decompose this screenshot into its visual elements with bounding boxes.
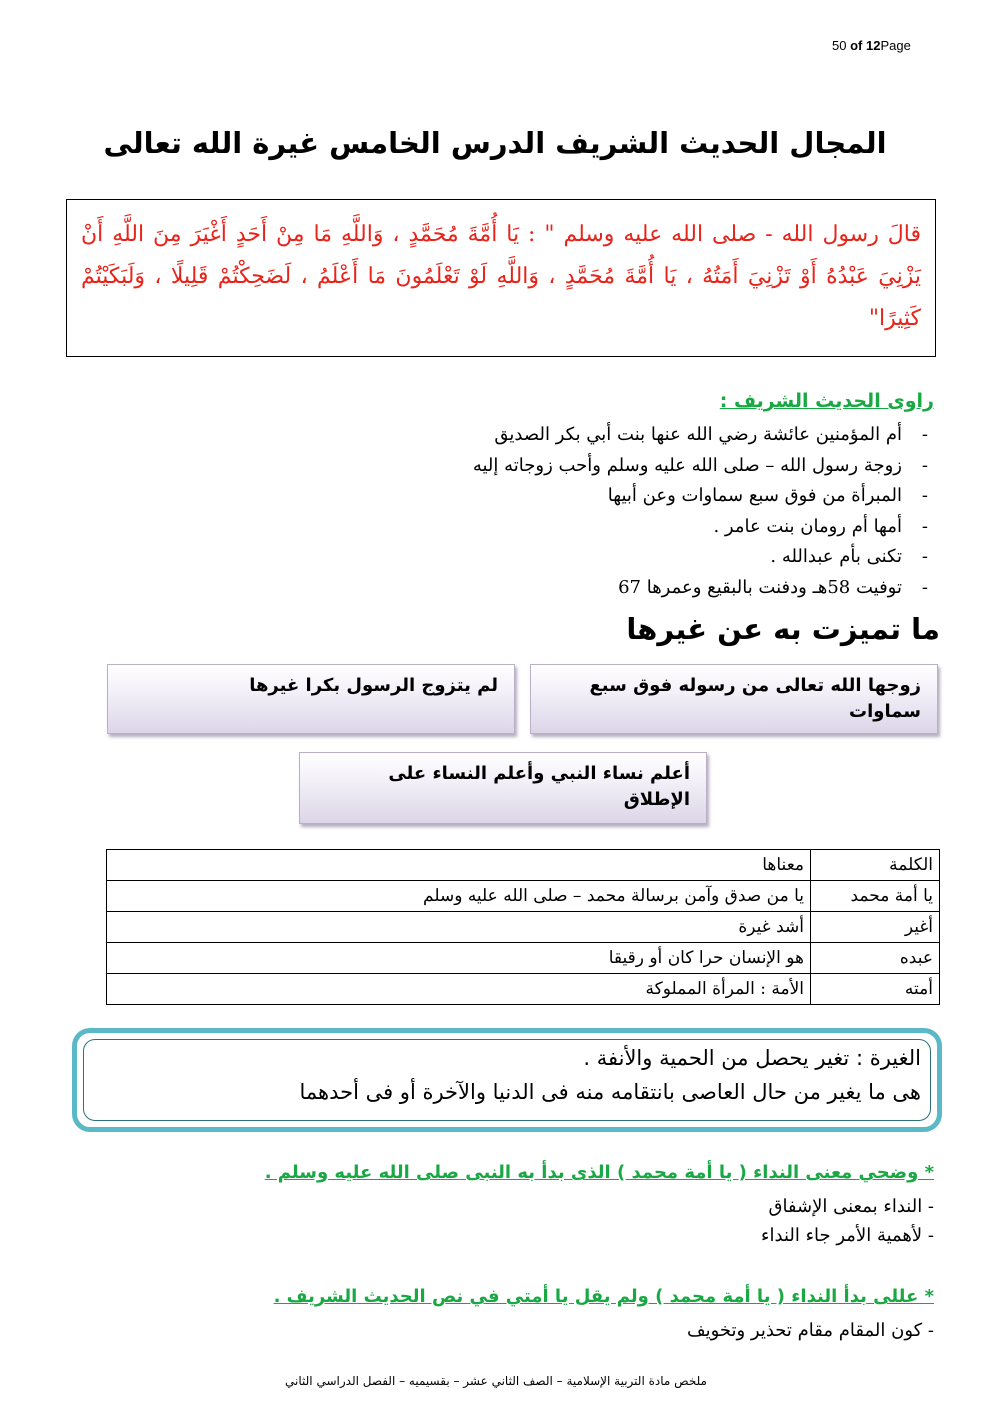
list-item: - توفيت 58هـ ودفنت بالبقيع وعمرها 67 [374,573,934,604]
list-item: - زوجة رسول الله – صلى الله عليه وسلم وأحب زوجاته إليه [374,451,934,482]
definition-line-1: الغيرة : تغير يحصل من الحمية والأنفة . [583,1046,921,1070]
page-number: 50 of 12Page [832,38,911,53]
list-item: - أم المؤمنين عائشة رضي الله عنها بنت أبي بكر الصديق [374,420,934,451]
table-row [107,974,940,1005]
narrator-heading: راوى الحديث الشريف : [719,390,934,412]
hadith-box [66,199,936,357]
narrator-list [374,420,934,603]
question-1: * وضحي معنى النداء ( يا أمة محمد ) الذى بدأ به النبى صلى الله عليه وسلم . [264,1162,934,1183]
table-header-word: الكلمة [811,850,940,881]
table-cell-meaning: الأمة : المرأة المملوكة [107,974,811,1005]
distinction-box-1: زوجها الله تعالى من رسوله فوق سبع سماوات [530,664,938,734]
table-cell-word: يا أمة محمد [811,881,940,912]
definition-box [72,1028,942,1132]
table-cell-word: أغير [811,912,940,943]
list-item: - المبرأة من فوق سبع سماوات وعن أبيها [374,481,934,512]
table-cell-word: أمته [811,974,940,1005]
table-row [107,881,940,912]
list-item: - أمها أم رومان بنت عامر . [374,512,934,543]
hadith-text: قالَ رسول الله - صلى الله عليه وسلم " : يَا أُمَّةَ مُحَمَّدٍ ، وَاللَّهِ مَا مِنْ أَحَدٍ أَغْيَرَ مِنَ اللَّهِ أَنْ يَزْنِيَ عَبْدُهُ أَوْ تَزْنِيَ أَمَتُهُ ، يَا أُمَّةَ مُحَمَّدٍ ، وَاللَّهِ لَوْ تَعْلَمُونَ مَا أَعْلَمُ ، لَضَحِكْتُمْ قَلِيلًا ، وَلَبَكَيْتُمْ كَثِيرًا" [81,222,921,331]
page-footer: ملخص مادة التربية الإسلامية – الصف الثاني عشر – بقسيميه – الفصل الدراسي الثاني [285,1374,707,1388]
vocabulary-table [106,849,940,1005]
question-2: * عللى بدأ النداء ( يا أمة محمد ) ولم يقل يا أمتي في نص الحديث الشريف . [273,1286,934,1307]
table-header-meaning: معناها [107,850,811,881]
distinction-box-3: أعلم نساء النبي وأعلم النساء على الإطلاق [299,752,707,824]
table-cell-meaning: أشد غيرة [107,912,811,943]
answer-list-1 [761,1192,934,1250]
answer-list-2 [687,1316,934,1345]
list-item: - تكنى بأم عبدالله . [374,542,934,573]
table-header-row [107,850,940,881]
table-cell-word: عبده [811,943,940,974]
distinction-box-2: لم يتزوج الرسول بكرا غيرها [107,664,515,734]
distinctions-heading: ما تميزت به عن غيرها [626,612,940,646]
page-title: المجال الحديث الشريف الدرس الخامس غيرة الله تعالى [103,126,887,160]
table-row [107,943,940,974]
answer-line: - لأهمية الأمر جاء النداء [761,1225,934,1246]
table-row [107,912,940,943]
answer-line: - النداء بمعنى الإشفاق [768,1196,934,1217]
definition-line-2: هى ما يغير من حال العاصى بانتقامه منه فى الدنيا والآخرة أو فى أحدهما [299,1080,921,1104]
table-cell-meaning: يا من صدق وآمن برسالة محمد – صلى الله عليه وسلم [107,881,811,912]
table-cell-meaning: هو الإنسان حرا كان أو رقيقا [107,943,811,974]
answer-line: - كون المقام مقام تحذير وتخويف [686,1320,934,1341]
